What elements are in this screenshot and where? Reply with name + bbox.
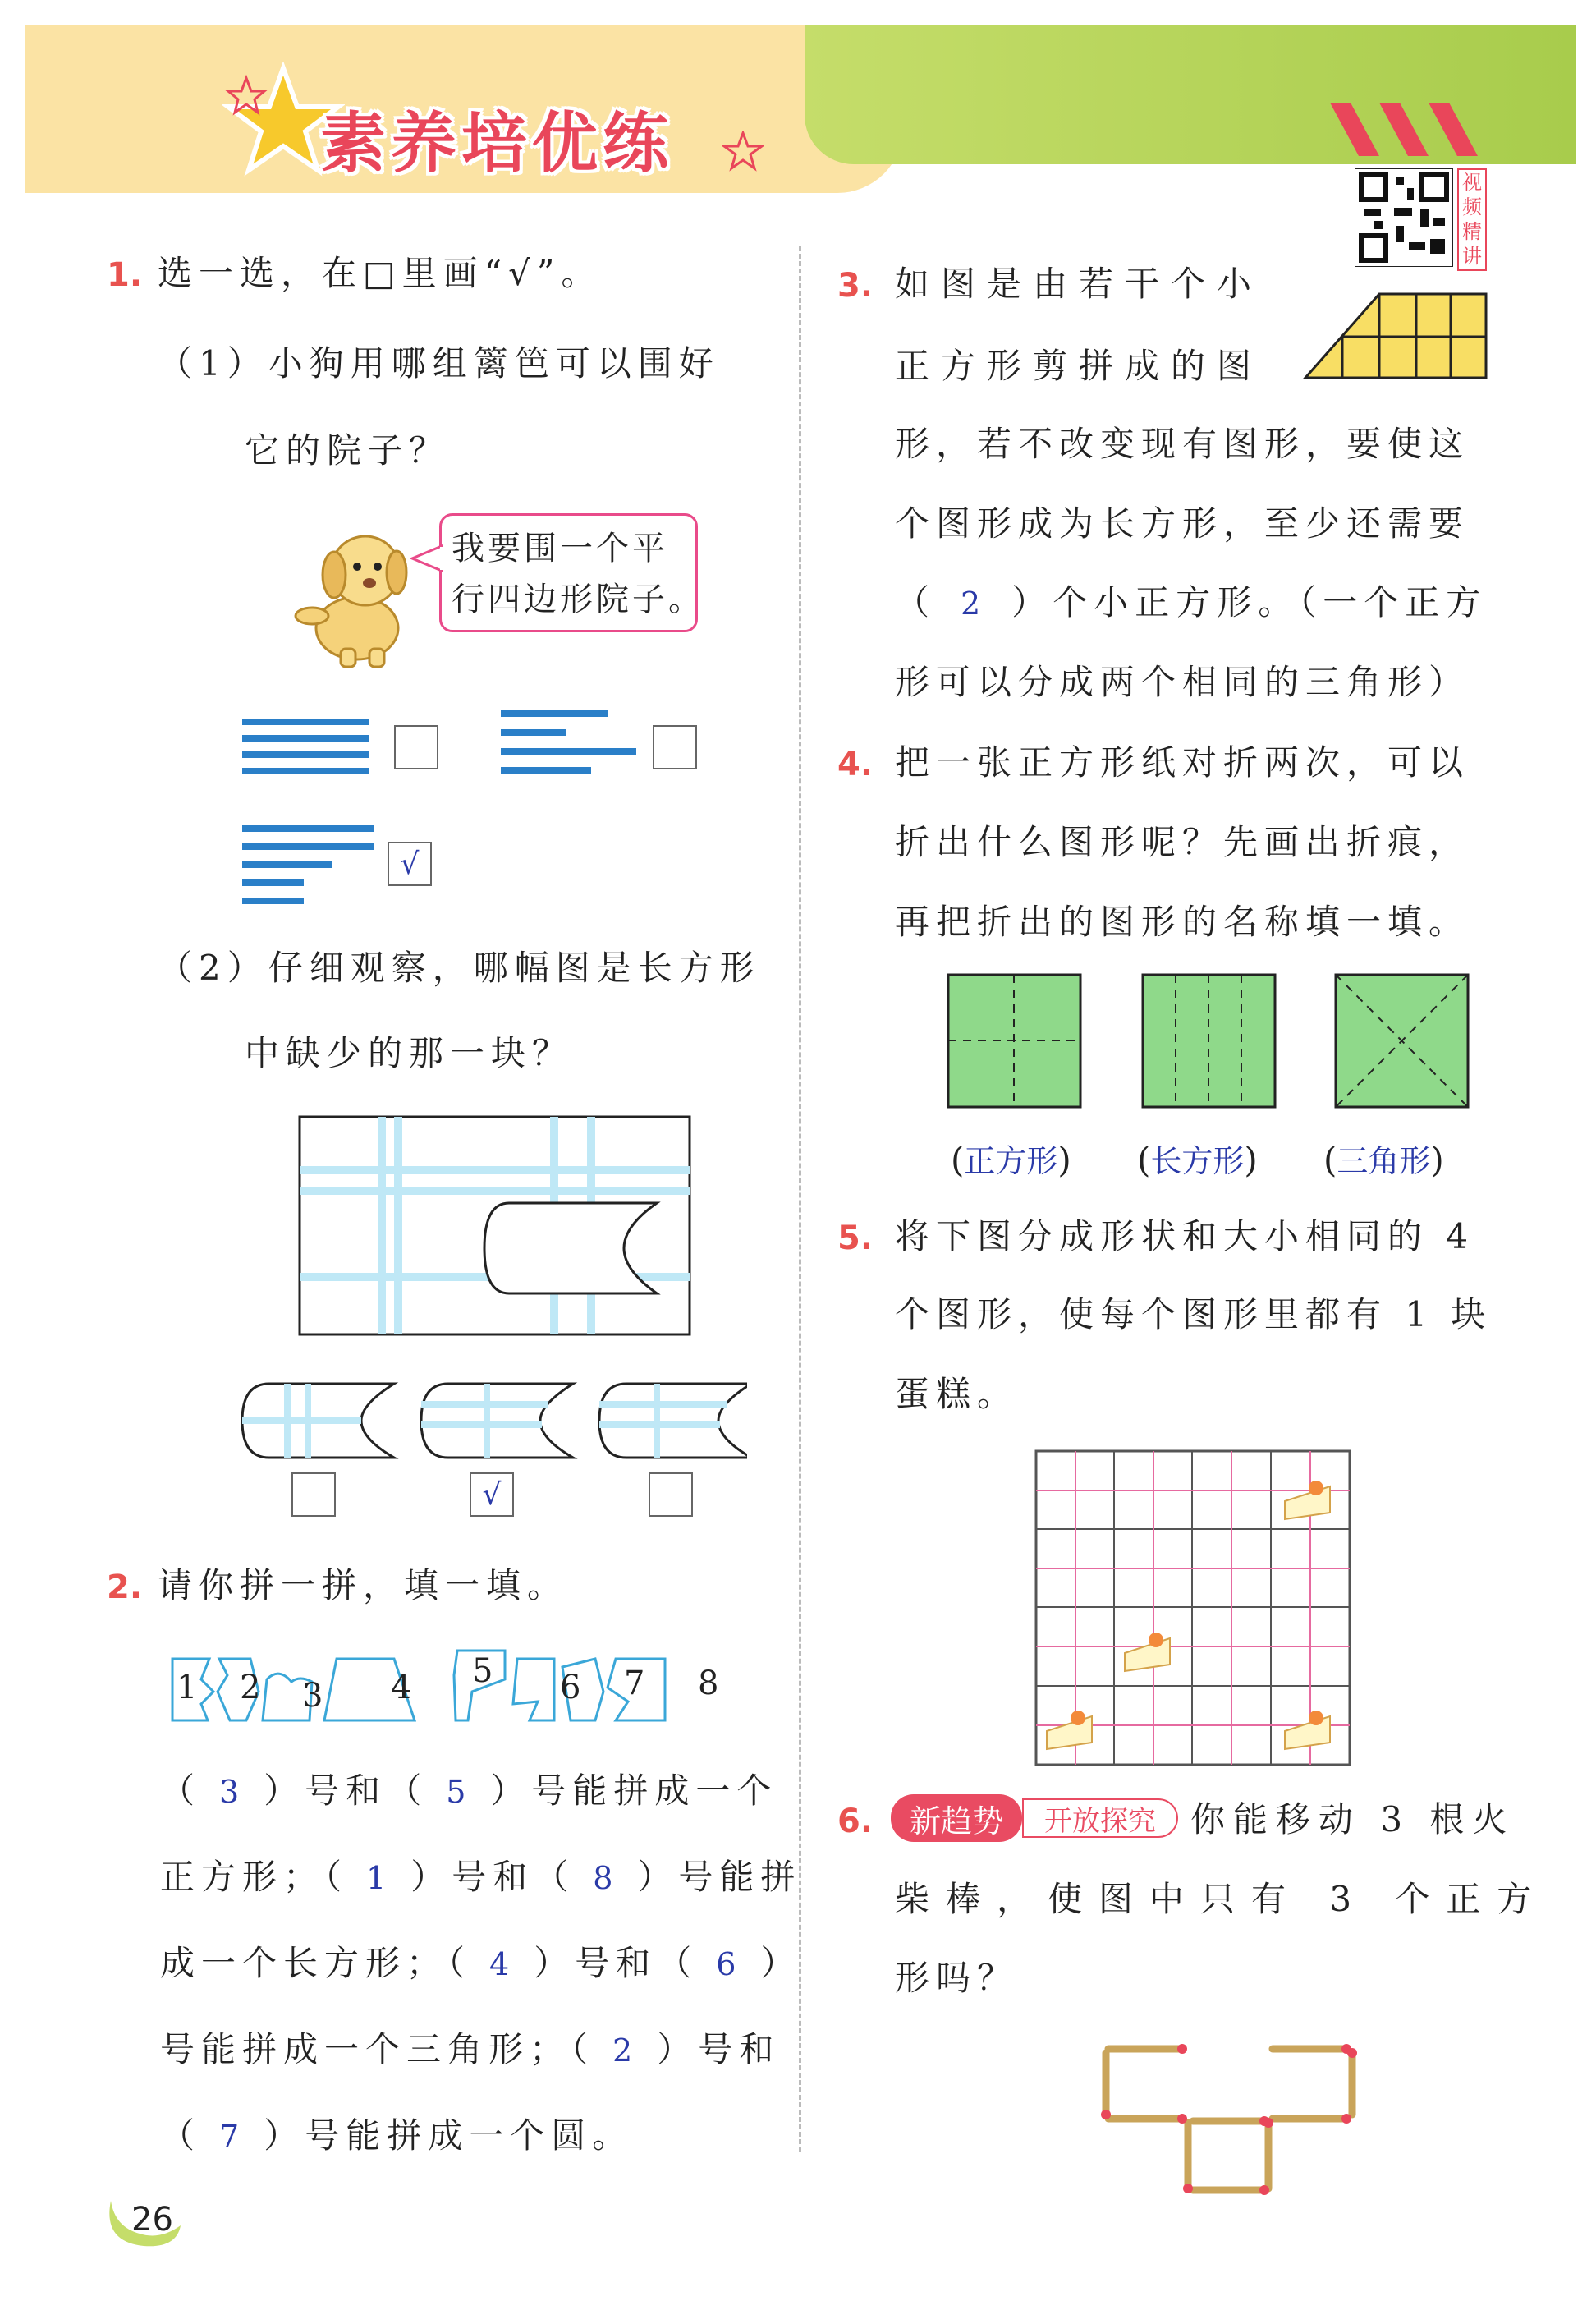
piece-label-7: 7 [624, 1665, 645, 1702]
q4-line2: 折出什么图形呢？先画出折痕， [895, 822, 1470, 862]
q1-part2-line2: 中缺少的那一块？ [245, 1033, 574, 1073]
q1-part2-line1: （2）仔细观察，哪幅图是长方形 [158, 948, 761, 988]
qr-code-icon[interactable] [1355, 168, 1453, 267]
q6-line1: 你能移动 3 根火 [1190, 1799, 1516, 1839]
checkbox-fence-c[interactable]: √ [388, 842, 432, 886]
q2-line1: （ 3 ）号和（ 5 ）号能拼成一个 [160, 1770, 778, 1811]
q3-line6: 形可以分成两个相同的三角形） [895, 662, 1470, 702]
q2-line3: 成一个长方形；（ 4 ）号和（ 6 ） [160, 1943, 802, 1983]
q2-line5: （ 7 ）号能拼成一个圆。 [160, 2115, 634, 2156]
piece-label-6: 6 [560, 1669, 581, 1706]
q2-answer-7[interactable]: 2 [612, 2032, 640, 2069]
q1-part1-line2: 它的院子？ [245, 430, 451, 471]
matchstick-figure [1096, 2032, 1375, 2197]
trend-tag: 新趋势 [891, 1794, 1022, 1842]
piece-option-b [421, 1384, 573, 1458]
cake-grid [1034, 1449, 1355, 1770]
fence-option-a [238, 714, 378, 776]
small-star-icon [722, 131, 764, 172]
q3-answer[interactable]: 2 [961, 586, 988, 622]
piece-label-3: 3 [302, 1677, 323, 1715]
q2-line4: 号能拼成一个三角形；（ 2 ）号和 [160, 2029, 781, 2069]
q4-line3: 再把折出的图形的名称填一填。 [895, 902, 1470, 942]
q2-answer-6[interactable]: 6 [716, 1946, 743, 1982]
piece-label-2: 2 [240, 1669, 261, 1706]
q1-number: 1. [107, 256, 143, 294]
q2-answer-8[interactable]: 7 [219, 2119, 246, 2155]
q3-line4: 个图形成为长方形，至少还需要 [895, 503, 1470, 544]
fold-square-3 [1334, 973, 1470, 1109]
page-title: 素养培优练 [320, 105, 673, 181]
q5-line3: 蛋糕。 [895, 1374, 1019, 1414]
fold-answer-2[interactable]: (长方形) [1137, 1140, 1258, 1180]
fold-answer-1[interactable]: (正方形) [951, 1140, 1071, 1180]
q3-line3: 形，若不改变现有图形，要使这 [895, 424, 1470, 464]
q5-line1: 将下图分成形状和大小相同的 4 [895, 1216, 1475, 1256]
q3-line1: 如图是由若干个小 [895, 264, 1264, 304]
page-number: 26 [131, 2201, 173, 2239]
bubble-line2: 行四边形院子。 [452, 581, 704, 618]
q2-line2: 正方形；（ 1 ）号和（ 8 ）号能拼 [160, 1857, 802, 1897]
fold-answer-3[interactable]: (三角形) [1323, 1140, 1444, 1180]
q6-line2: 柴棒，使图中只有 3 个正方 [895, 1879, 1548, 1919]
q2-answer-1[interactable]: 3 [219, 1774, 246, 1810]
q6-number: 6. [837, 1803, 874, 1840]
checkbox-fence-a[interactable] [394, 725, 438, 769]
bubble-line1: 我要围一个平 [452, 530, 668, 567]
fold-square-1 [947, 973, 1082, 1109]
q2-answer-2[interactable]: 5 [446, 1774, 473, 1810]
piece-options [238, 1380, 747, 1462]
q3-line2: 正方形剪拼成的图 [895, 346, 1264, 386]
fence-option-b [497, 706, 640, 788]
q2-answer-3[interactable]: 1 [366, 1860, 393, 1896]
q6-line3: 形吗？ [895, 1958, 1019, 1998]
q3-line5: （ 2 ）个小正方形。（一个正方 [895, 582, 1488, 622]
q1-part1-line1: （1）小狗用哪组篱笆可以围好 [158, 343, 720, 383]
q2-stem: 请你拼一拼，填一填。 [158, 1565, 569, 1605]
q3-number: 3. [837, 267, 874, 305]
puppy-illustration [291, 521, 415, 669]
piece-option-c [599, 1384, 747, 1458]
q2-answer-4[interactable]: 8 [593, 1860, 620, 1896]
piece-label-8: 8 [698, 1665, 719, 1702]
piece-label-4: 4 [391, 1669, 412, 1706]
piece-option-a [242, 1384, 394, 1458]
checkbox-piece-a[interactable] [291, 1472, 336, 1517]
q2-number: 2. [107, 1568, 143, 1606]
fence-option-c [238, 821, 378, 912]
piece-label-5: 5 [472, 1652, 493, 1690]
qr-label: 视频精讲 [1457, 168, 1487, 271]
checkbox-piece-c[interactable] [649, 1472, 693, 1517]
stripes-decoration [1330, 103, 1482, 160]
q4-line1: 把一张正方形纸对折两次，可以 [895, 742, 1470, 783]
q5-number: 5. [837, 1219, 874, 1257]
bubble-tail [410, 542, 443, 575]
open-explore-tag: 开放探究 [1022, 1798, 1178, 1838]
q1-stem: 选一选，在□里画“√”。 [158, 253, 603, 293]
q4-number: 4. [837, 746, 874, 783]
checkbox-piece-b[interactable]: √ [470, 1472, 514, 1517]
rectangle-missing-piece-figure [296, 1113, 694, 1339]
q5-line2: 个图形，使每个图形里都有 1 块 [895, 1294, 1493, 1334]
checkbox-fence-b[interactable] [653, 725, 697, 769]
fold-square-2 [1141, 973, 1277, 1109]
q3-staircase-figure [1301, 287, 1490, 382]
piece-label-1: 1 [177, 1669, 198, 1706]
q2-answer-5[interactable]: 4 [489, 1946, 516, 1982]
